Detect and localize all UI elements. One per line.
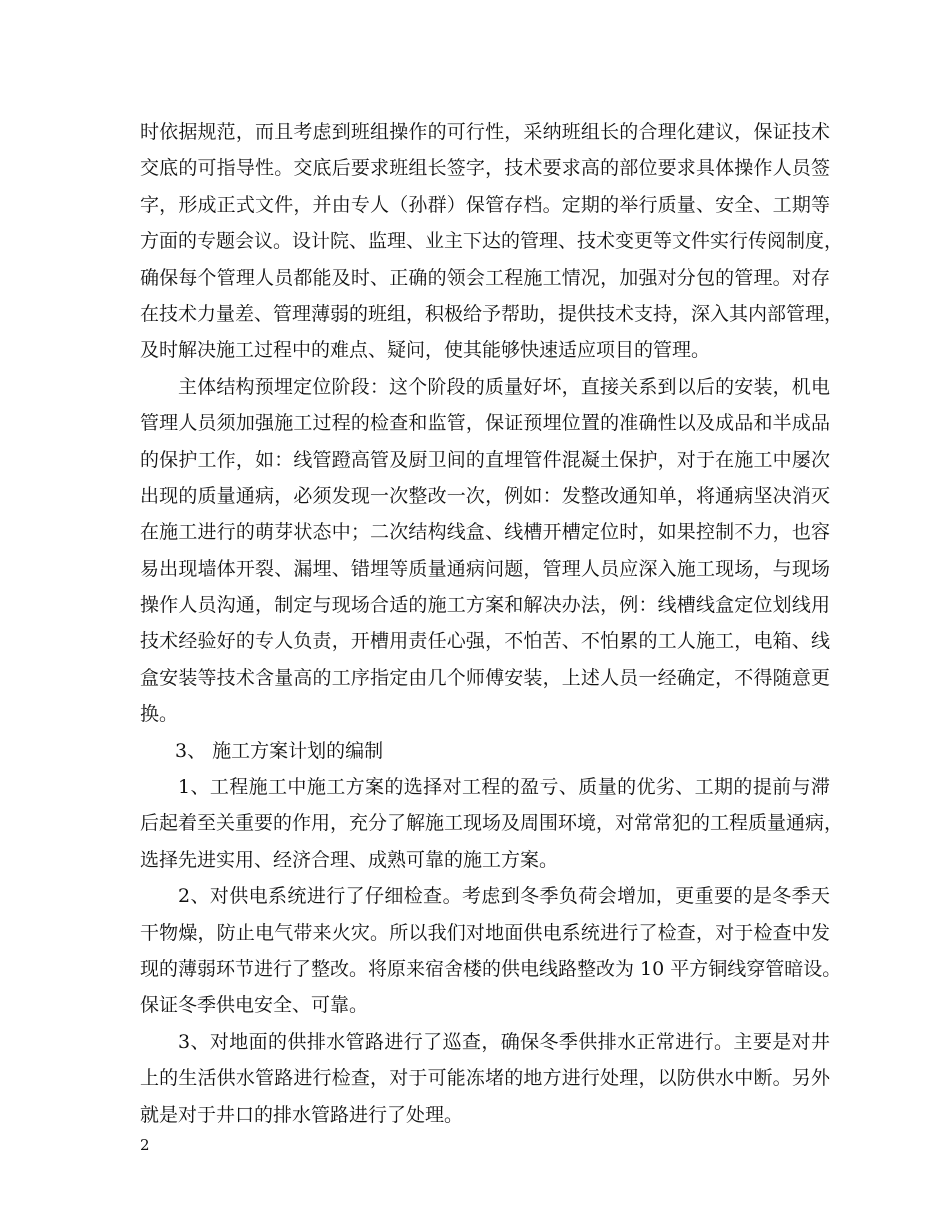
text-line: 及时解决施工过程中的难点、疑问，使其能够快速适应项目的管理。 xyxy=(140,339,711,362)
text-line: 确保每个管理人员都能及时、正确的领会工程施工情况，加强对分包的管理。对存 xyxy=(140,266,830,289)
page-number: 2 xyxy=(140,1136,150,1154)
text-line: 出现的质量通病，必须发现一次整改一次，例如：发整改通知单，将通病坚决消灭 xyxy=(140,484,830,507)
text-line: 管理人员须加强施工过程的检查和监管，保证预埋位置的准确性以及成品和半成品 xyxy=(140,412,830,435)
text-line: 主体结构预埋定位阶段：这个阶段的质量好坏，直接关系到以后的安装，机电 xyxy=(178,375,830,398)
body-text xyxy=(140,114,844,1133)
text-line: 干物燥，防止电气带来火灾。所以我们对地面供电系统进行了检查，对于检查中发 xyxy=(140,921,830,944)
text-line: 3、对地面的供排水管路进行了巡查，确保冬季供排水正常进行。主要是对井 xyxy=(178,1030,830,1053)
text-line: 换。 xyxy=(140,703,179,726)
text-line: 2、对供电系统进行了仔细检查。考虑到冬季负荷会增加，更重要的是冬季天 xyxy=(178,885,830,908)
text-line: 现的薄弱环节进行了整改。将原来宿舍楼的供电线路整改为 10 平方铜线穿管暗设。 xyxy=(140,957,842,980)
text-line: 盒安装等技术含量高的工序指定由几个师傅安装，上述人员一经确定，不得随意更 xyxy=(140,666,830,689)
text-line: 在施工进行的萌芽状态中；二次结构线盒、线槽开槽定位时，如果控制不力，也容 xyxy=(140,521,830,544)
section-heading: 3、 施工方案计划的编制 xyxy=(175,739,384,762)
text-line: 操作人员沟通，制定与现场合适的施工方案和解决办法，例：线槽线盒定位划线用 xyxy=(140,594,830,617)
text-line: 保证冬季供电安全、可靠。 xyxy=(140,994,369,1017)
text-line: 的保护工作，如：线管蹬高管及厨卫间的直埋管件混凝土保护，对于在施工中屡次 xyxy=(140,448,830,471)
text-line: 交底的可指导性。交底后要求班组长签字，技术要求高的部位要求具体操作人员签 xyxy=(140,157,830,180)
text-line: 选择先进实用、经济合理、成熟可靠的施工方案。 xyxy=(140,848,559,871)
text-line: 方面的专题会议。设计院、监理、业主下达的管理、技术变更等文件实行传阅制度， xyxy=(140,230,844,253)
text-line: 字，形成正式文件，并由专人（孙群）保管存档。定期的举行质量、安全、工期等 xyxy=(140,193,830,216)
text-line: 在技术力量差、管理薄弱的班组，积极给予帮助，提供技术支持，深入其内部管理， xyxy=(140,302,844,325)
text-line: 1、工程施工中施工方案的选择对工程的盈亏、质量的优劣、工期的提前与滞 xyxy=(178,776,830,799)
text-line: 上的生活供水管路进行检查，对于可能冻堵的地方进行处理，以防供水中断。另外 xyxy=(140,1067,830,1090)
text-line: 就是对于井口的排水管路进行了处理。 xyxy=(140,1103,464,1126)
text-line: 时依据规范，而且考虑到班组操作的可行性，采纳班组长的合理化建议，保证技术 xyxy=(140,121,830,143)
text-line: 易出现墙体开裂、漏埋、错埋等质量通病问题，管理人员应深入施工现场，与现场 xyxy=(140,557,830,580)
text-line: 后起着至关重要的作用，充分了解施工现场及周围环境，对常常犯的工程质量通病， xyxy=(140,812,844,835)
text-line: 技术经验好的专人负责，开槽用责任心强，不怕苦、不怕累的工人施工，电箱、线 xyxy=(140,630,830,653)
